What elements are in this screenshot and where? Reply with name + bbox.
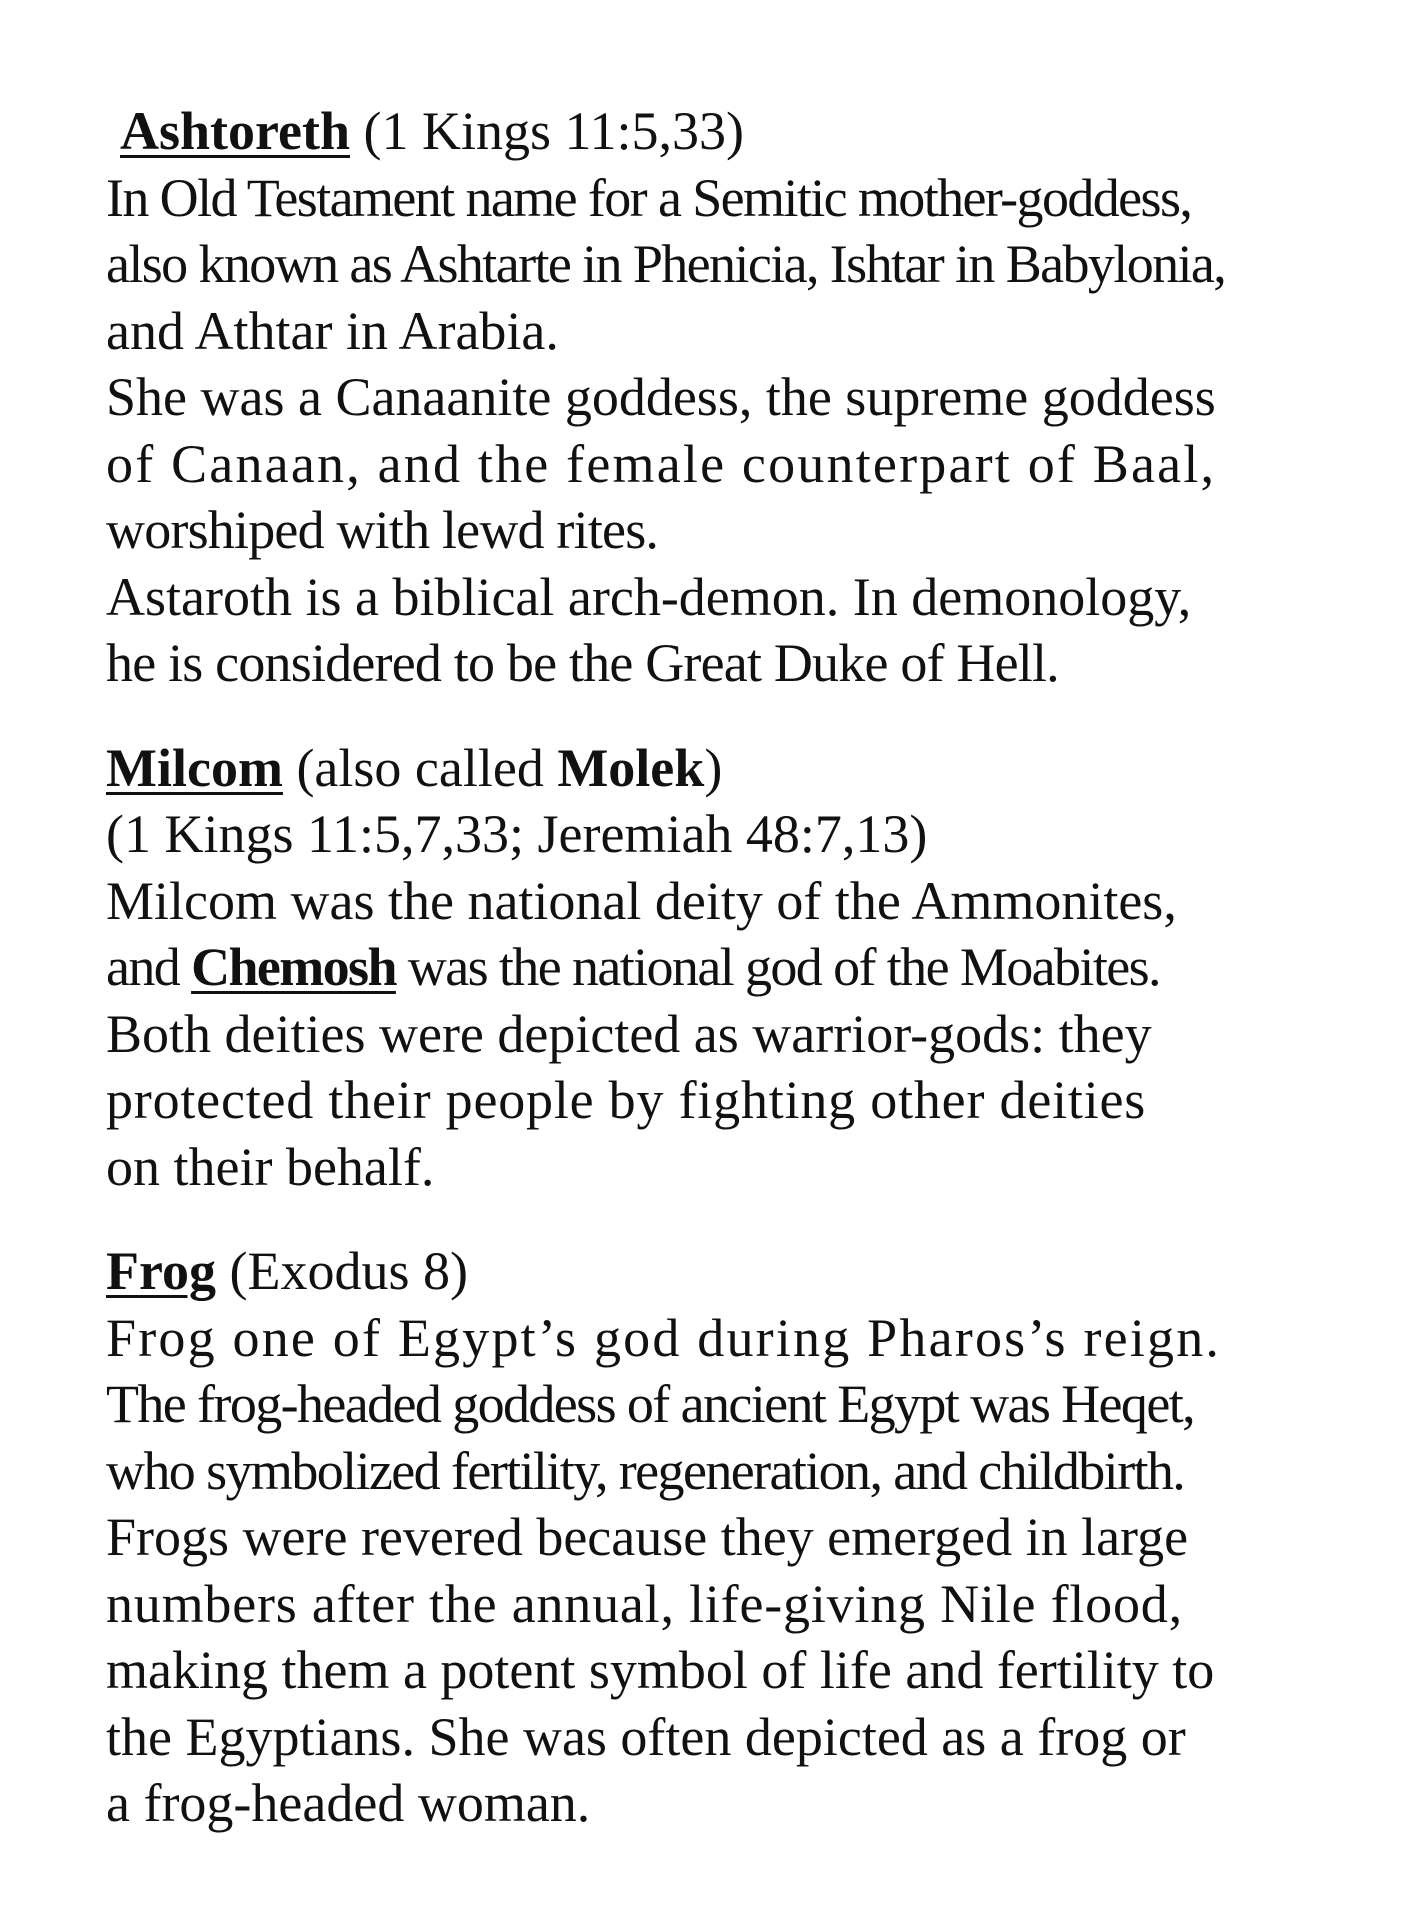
inline-term-chemosh: Chemosh — [191, 937, 396, 997]
entry-also-prefix: (also called — [282, 737, 558, 798]
body-line — [106, 934, 1396, 1001]
body-line: The frog-headed goddess of ancient Egypt was Heqet, — [106, 1374, 1194, 1434]
body-line: worshiped with lewd rites. — [106, 500, 659, 560]
body-line: of Canaan, and the female counterpart of Baal, — [106, 433, 1217, 494]
document-page — [106, 98, 1396, 1837]
body-line: She was a Canaanite goddess, the supreme goddess — [106, 367, 1216, 427]
body-line: a frog-headed woman. — [106, 1773, 591, 1833]
body-line: protected their people by fighting other deities — [106, 1070, 1147, 1130]
body-line: and Athtar in Arabia. — [106, 300, 559, 361]
entry-term: Milcom — [106, 737, 283, 798]
entry-reference: (1 Kings 11:5,7,33; Jeremiah 48:7,13) — [106, 804, 928, 864]
body-line: the Egyptians. She was often depicted as a frog or — [106, 1706, 1186, 1767]
body-line: Both deities were depicted as warrior-gods: they — [106, 1003, 1152, 1064]
entry-milcom — [106, 735, 1396, 1201]
body-line: also known as Ashtarte in Phenicia, Ishtar in Babylonia, — [106, 234, 1226, 294]
entry-heading — [106, 98, 1396, 165]
entry-reference: (1 Kings 11:5,33) — [350, 101, 744, 161]
entry-heading — [106, 735, 1396, 802]
entry-heading — [106, 1238, 1396, 1305]
body-line-suffix: was the national god of the Moabites. — [395, 937, 1160, 997]
entry-ashtoreth — [106, 98, 1396, 697]
entry-frog — [106, 1238, 1396, 1837]
body-line: numbers after the annual, life-giving Nile flood, — [106, 1573, 1183, 1634]
entry-alias: Molek — [557, 737, 705, 798]
entry-term: Frog — [106, 1241, 216, 1301]
entry-term: Ashtoreth — [120, 101, 351, 161]
body-line: Astaroth is a biblical arch-demon. In demonology, — [106, 566, 1192, 627]
body-line: making them a potent symbol of life and fertility to — [106, 1640, 1215, 1700]
body-line: Frog one of Egypt’s god during Pharos’s reign. — [106, 1307, 1222, 1368]
body-line: In Old Testament name for a Semitic mother-goddess, — [106, 167, 1192, 228]
body-line: on their behalf. — [106, 1136, 435, 1197]
body-line: Frogs were revered because they emerged in large — [106, 1507, 1189, 1567]
body-line: he is considered to be the Great Duke of Hell. — [106, 633, 1059, 693]
body-line: Milcom was the national deity of the Ammonites, — [106, 870, 1177, 931]
entry-reference: (Exodus 8) — [215, 1241, 468, 1301]
entry-also-suffix: ) — [704, 737, 723, 798]
body-line-prefix: and — [106, 937, 192, 997]
body-line: who symbolized fertility, regeneration, and childbirth. — [106, 1440, 1185, 1501]
